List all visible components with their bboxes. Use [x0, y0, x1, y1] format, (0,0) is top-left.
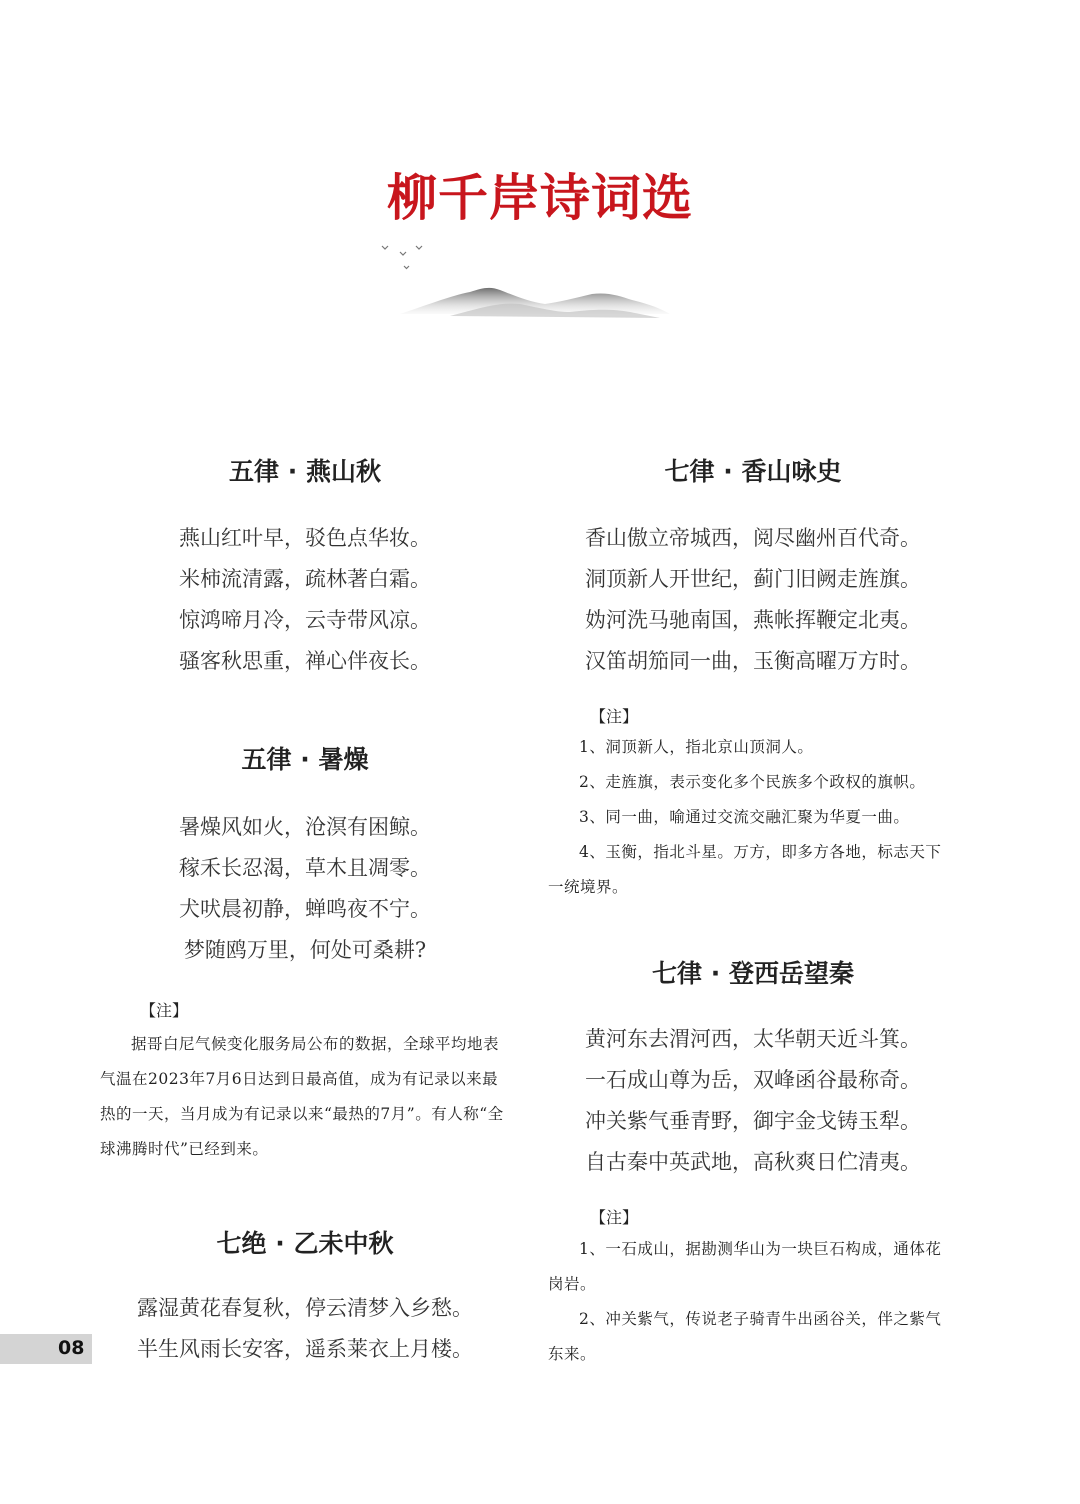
note-text — [100, 1027, 506, 1167]
verse-line: 自古秦中英武地，高秋爽日伫清夷。 — [585, 1150, 921, 1174]
note-heading: 【注】 — [590, 1208, 639, 1227]
page-number: 08 — [58, 1337, 85, 1359]
verse-line: 梦随鸥万里，何处可桑耕? — [183, 938, 427, 962]
verse-line: 半生风雨长安客，遥系莱衣上月楼。 — [137, 1337, 473, 1361]
verse-line: 犬吠晨初静，蝉鸣夜不宁。 — [179, 897, 431, 921]
verse-line: 汉笛胡笳同一曲，玉衡高曜万方时。 — [585, 649, 921, 673]
birds-icon — [382, 246, 422, 269]
poem-title: 五律 · 燕山秋 — [229, 457, 381, 486]
poem-title: 七绝 · 乙未中秋 — [216, 1229, 394, 1258]
verse-line: 露湿黄花春复秋，停云清梦入乡愁。 — [137, 1296, 473, 1320]
note-paragraph: 据哥白尼气候变化服务局公布的数据，全球平均地表气温在2023年7月6日达到日最高值，成为有记录以来最热的一天，当月成为有记录以来“最热的7月”。有人称“全球沸腾时代”已经到来。 — [100, 1035, 504, 1158]
poem-verse — [548, 1019, 958, 1183]
poem-verse — [100, 1288, 510, 1370]
verse-line: 暑燥风如火，沧溟有困鲸。 — [179, 815, 431, 839]
note-text — [548, 730, 954, 905]
verse-line: 妫河洗马驰南国，燕帐挥鞭定北夷。 — [585, 608, 921, 632]
ink-mountain-illustration — [370, 238, 690, 328]
poem-verse — [548, 518, 958, 682]
poem-title: 七律 · 香山咏史 — [664, 457, 842, 486]
verse-line: 燕山红叶早，驳色点华妆。 — [179, 526, 431, 550]
poem-title: 七律 · 登西岳望秦 — [652, 959, 854, 988]
verse-line: 骚客秋思重，禅心伴夜长。 — [179, 649, 431, 673]
note-item: 3、同一曲，喻通过交流交融汇聚为华夏一曲。 — [579, 808, 910, 826]
verse-line: 稼禾长忍渴，草木且凋零。 — [179, 856, 431, 880]
verse-line: 米柿流清露，疏林著白霜。 — [179, 567, 431, 591]
note-heading: 【注】 — [140, 1001, 189, 1020]
poem-verse — [100, 807, 510, 971]
verse-line: 黄河东去渭河西，太华朝天近斗箕。 — [585, 1027, 921, 1051]
note-item: 1、一石成山，据勘测华山为一块巨石构成，通体花岗岩。 — [548, 1240, 942, 1293]
note-item: 2、冲关紫气，传说老子骑青牛出函谷关，伴之紫气东来。 — [548, 1310, 942, 1363]
verse-line: 洞顶新人开世纪，蓟门旧阙走旌旗。 — [585, 567, 921, 591]
note-item: 4、玉衡，指北斗星。万方，即多方各地，标志天下一统境界。 — [548, 843, 942, 896]
verse-line: 冲关紫气垂青野，御宇金戈铸玉犁。 — [585, 1109, 921, 1133]
page-title: 柳千岸诗词选 — [387, 168, 693, 227]
note-item: 2、走旌旗，表示变化多个民族多个政权的旗帜。 — [579, 773, 926, 791]
poem-title: 五律 · 暑燥 — [241, 745, 369, 774]
verse-line: 一石成山尊为岳，双峰函谷最称奇。 — [585, 1068, 921, 1092]
note-heading: 【注】 — [590, 707, 639, 726]
verse-line: 惊鸿啼月冷，云寺带风凉。 — [179, 608, 431, 632]
note-text — [548, 1232, 954, 1372]
verse-line: 香山傲立帝城西，阅尽幽州百代奇。 — [585, 526, 921, 550]
poem-verse — [100, 518, 510, 682]
note-item: 1、洞顶新人，指北京山顶洞人。 — [579, 738, 814, 756]
